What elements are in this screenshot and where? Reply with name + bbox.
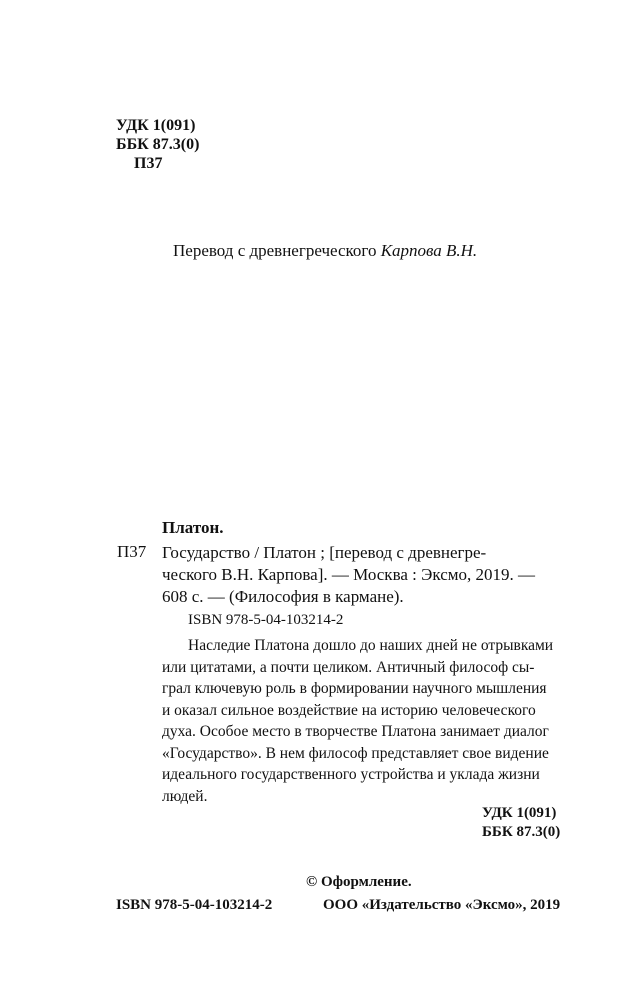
translation-prefix: Перевод с древнегреческого [173, 241, 377, 260]
header-udk: УДК 1(091) [116, 117, 196, 134]
annotation-line: Наследие Платона дошло до наших дней не отрывками [188, 637, 554, 654]
annotation-line: «Государство». В нем философ представляет свое видение [162, 744, 549, 762]
header-classification [116, 116, 199, 173]
header-bbk: ББК 87.3(0) [116, 136, 200, 153]
header-author-code: П37 [134, 155, 163, 172]
translator-name: Карпова В.Н. [380, 241, 478, 260]
biblio-line: Государство / Платон ; [перевод с древнегре- [162, 543, 487, 562]
annotation-line: людей. [162, 787, 208, 805]
publisher-copyright: ООО «Издательство «Эксмо», 2019 [323, 897, 561, 913]
classification-bbk: ББК 87.3(0) [482, 824, 561, 840]
biblio-line: 608 с. — (Философия в кармане). [162, 587, 404, 606]
annotation-line: или цитатами, а почти целиком. Античный философ сы- [162, 658, 535, 676]
classification-udk: УДК 1(091) [482, 805, 557, 821]
design-copyright: © Оформление. [306, 874, 412, 890]
record-isbn: ISBN 978-5-04-103214-2 [188, 612, 344, 628]
annotation-line: духа. Особое место в творчестве Платона занимает диалог [162, 723, 549, 740]
annotation-line: и оказал сильное воздействие на историю человеческого [162, 701, 536, 719]
annotation-line: грал ключевую роль в формировании научного мышления [162, 680, 547, 697]
footer-isbn: ISBN 978-5-04-103214-2 [116, 897, 273, 913]
biblio-line: ческого В.Н. Карпова]. — Москва : Эксмо, 2019. — [162, 565, 535, 584]
record-author-code: П37 [117, 542, 147, 561]
translation-credit [173, 241, 477, 261]
annotation [162, 635, 562, 807]
record-author: Платон. [162, 518, 224, 537]
annotation-line: идеального государственного устройства и уклада жизни [162, 766, 540, 783]
classification-codes [482, 804, 560, 842]
bibliographic-record [162, 542, 562, 608]
